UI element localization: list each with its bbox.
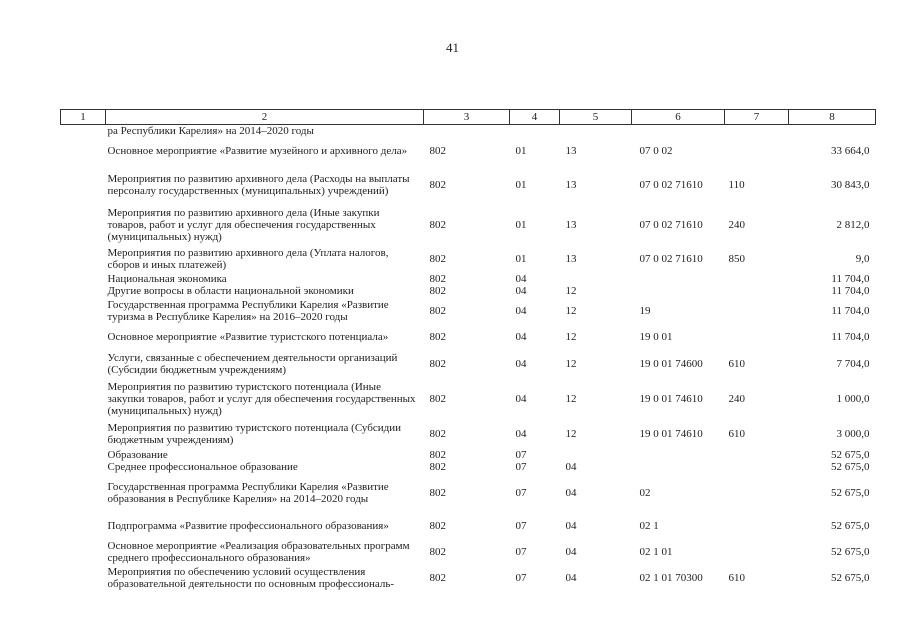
header-col-1: 1 bbox=[61, 110, 106, 125]
row-admin-code: 802 bbox=[429, 572, 446, 584]
row-name: Мероприятия по развитию архивного дела (Уплата налогов, сборов и иных платежей) bbox=[107, 247, 389, 271]
row-expense-type: 850 bbox=[728, 253, 745, 265]
row-name: Национальная экономика bbox=[107, 273, 227, 285]
row-name: Мероприятия по развитию туристского потенциала (Субсидии бюджетным учреждениям) bbox=[107, 422, 401, 446]
row-target-article: 02 1 bbox=[639, 520, 659, 532]
row-admin-code: 802 bbox=[429, 449, 446, 461]
header-col-7: 7 bbox=[725, 110, 789, 125]
row-subsection: 13 bbox=[565, 145, 577, 157]
row-index-cell bbox=[61, 165, 106, 205]
budget-table bbox=[60, 109, 876, 591]
row-expense-type bbox=[725, 325, 789, 349]
row-target-article: 19 bbox=[639, 305, 651, 317]
row-amount: 30 843,0 bbox=[831, 179, 870, 191]
row-amount: 11 704,0 bbox=[831, 305, 870, 317]
header-col-2: 2 bbox=[106, 110, 424, 125]
table-body bbox=[61, 125, 876, 592]
row-index-cell bbox=[61, 245, 106, 273]
row-section: 04 bbox=[515, 331, 527, 343]
row-section: 04 bbox=[515, 305, 527, 317]
row-name: Подпрограмма «Развитие профессионального образования» bbox=[107, 520, 389, 532]
row-section: 04 bbox=[515, 358, 527, 370]
row-subsection: 04 bbox=[565, 487, 577, 499]
row-admin-code: 802 bbox=[429, 393, 446, 405]
row-admin-code: 802 bbox=[429, 305, 446, 317]
row-index-cell bbox=[61, 513, 106, 539]
row-amount: 11 704,0 bbox=[831, 285, 870, 297]
row-index-cell bbox=[61, 273, 106, 285]
row-admin-code: 802 bbox=[429, 428, 446, 440]
row-target-article bbox=[632, 285, 725, 297]
row-index-cell bbox=[61, 565, 106, 591]
row-subsection: 04 bbox=[565, 546, 577, 558]
row-admin-code: 802 bbox=[429, 219, 446, 231]
row-name: Мероприятия по развитию архивного дела (Расходы на выплаты персоналу государственных (муниципальных) учреждений) bbox=[107, 173, 410, 197]
row-name: Основное мероприятие «Развитие туристского потенциала» bbox=[107, 331, 389, 343]
row-name: Основное мероприятие «Реализация образовательных программ среднего профессионального образования» bbox=[107, 540, 410, 564]
row-subsection: 13 bbox=[565, 219, 577, 231]
row-index-cell bbox=[61, 137, 106, 165]
row-target-article bbox=[632, 273, 725, 285]
row-name: Другие вопросы в области национальной экономики bbox=[107, 285, 354, 297]
table-row bbox=[61, 137, 876, 165]
row-admin-code bbox=[424, 125, 510, 138]
row-section: 01 bbox=[515, 253, 527, 265]
row-admin-code: 802 bbox=[429, 179, 446, 191]
row-index-cell bbox=[61, 297, 106, 325]
row-amount: 52 675,0 bbox=[831, 546, 870, 558]
row-expense-type bbox=[725, 449, 789, 461]
row-amount: 2 812,0 bbox=[836, 219, 870, 231]
row-index-cell bbox=[61, 461, 106, 473]
row-target-article: 02 1 01 70300 bbox=[639, 572, 703, 584]
row-amount: 9,0 bbox=[855, 253, 870, 265]
row-expense-type bbox=[725, 125, 789, 138]
table-row bbox=[61, 285, 876, 297]
row-expense-type bbox=[725, 285, 789, 297]
row-index-cell bbox=[61, 449, 106, 461]
row-admin-code: 802 bbox=[429, 273, 446, 285]
row-expense-type: 240 bbox=[728, 219, 745, 231]
row-index-cell bbox=[61, 325, 106, 349]
row-name: Государственная программа Республики Карелия «Развитие образования в Республике Карелия» на 2014–2020 годы bbox=[107, 481, 389, 505]
header-row bbox=[61, 110, 876, 125]
row-target-article: 07 0 02 71610 bbox=[639, 219, 703, 231]
row-target-article: 02 bbox=[639, 487, 651, 499]
table-row bbox=[61, 273, 876, 285]
row-index-cell bbox=[61, 419, 106, 449]
row-name: Образование bbox=[107, 449, 168, 461]
row-section: 07 bbox=[515, 449, 527, 461]
row-expense-type: 610 bbox=[728, 572, 745, 584]
table-row bbox=[61, 539, 876, 565]
row-amount: 7 704,0 bbox=[836, 358, 870, 370]
row-admin-code: 802 bbox=[429, 358, 446, 370]
table-row bbox=[61, 449, 876, 461]
row-expense-type bbox=[725, 539, 789, 565]
row-target-article: 19 0 01 74610 bbox=[639, 393, 703, 405]
row-subsection: 04 bbox=[565, 461, 577, 473]
row-target-article bbox=[632, 125, 725, 138]
row-expense-type bbox=[725, 513, 789, 539]
row-subsection: 12 bbox=[565, 358, 577, 370]
row-section: 07 bbox=[515, 546, 527, 558]
row-amount: 11 704,0 bbox=[831, 331, 870, 343]
page-number: 41 bbox=[446, 40, 459, 55]
row-target-article bbox=[632, 449, 725, 461]
header-col-3: 3 bbox=[424, 110, 510, 125]
row-target-article: 19 0 01 74600 bbox=[639, 358, 703, 370]
row-subsection: 12 bbox=[565, 331, 577, 343]
table-row bbox=[61, 325, 876, 349]
table-row bbox=[61, 245, 876, 273]
row-section: 04 bbox=[515, 273, 527, 285]
row-name: Основное мероприятие «Развитие музейного и архивного дела» bbox=[107, 145, 408, 157]
row-section: 07 bbox=[515, 461, 527, 473]
table-row bbox=[61, 473, 876, 513]
row-subsection: 12 bbox=[565, 305, 577, 317]
row-admin-code: 802 bbox=[429, 546, 446, 558]
row-section: 07 bbox=[515, 487, 527, 499]
row-subsection: 04 bbox=[565, 520, 577, 532]
row-amount: 52 675,0 bbox=[831, 520, 870, 532]
table-row bbox=[61, 297, 876, 325]
row-name: Мероприятия по развитию туристского потенциала (Иные закупки товаров, работ и услуг для обеспечения государственных (муниципальных) нужд) bbox=[107, 381, 416, 417]
row-amount: 33 664,0 bbox=[831, 145, 870, 157]
table-row bbox=[61, 165, 876, 205]
row-amount: 11 704,0 bbox=[831, 273, 870, 285]
row-subsection: 04 bbox=[565, 572, 577, 584]
row-expense-type: 240 bbox=[728, 393, 745, 405]
row-admin-code: 802 bbox=[429, 461, 446, 473]
row-subsection: 13 bbox=[565, 179, 577, 191]
header-col-8: 8 bbox=[789, 110, 876, 125]
table-row bbox=[61, 461, 876, 473]
row-name: ра Республики Карелия» на 2014–2020 годы bbox=[107, 125, 314, 137]
row-section: 01 bbox=[515, 219, 527, 231]
row-index-cell bbox=[61, 125, 106, 138]
row-amount: 52 675,0 bbox=[831, 461, 870, 473]
row-section: 04 bbox=[515, 428, 527, 440]
header-col-4: 4 bbox=[510, 110, 560, 125]
row-amount: 52 675,0 bbox=[831, 449, 870, 461]
row-target-article: 07 0 02 bbox=[639, 145, 673, 157]
row-admin-code: 802 bbox=[429, 145, 446, 157]
row-index-cell bbox=[61, 539, 106, 565]
table-row bbox=[61, 125, 876, 138]
row-expense-type: 110 bbox=[728, 179, 745, 191]
table-row bbox=[61, 513, 876, 539]
row-expense-type bbox=[725, 137, 789, 165]
row-expense-type bbox=[725, 273, 789, 285]
row-section: 07 bbox=[515, 572, 527, 584]
row-subsection bbox=[560, 125, 632, 138]
row-section: 01 bbox=[515, 179, 527, 191]
row-admin-code: 802 bbox=[429, 487, 446, 499]
row-subsection bbox=[560, 273, 632, 285]
row-subsection: 12 bbox=[565, 393, 577, 405]
row-amount: 52 675,0 bbox=[831, 487, 870, 499]
row-amount: 1 000,0 bbox=[836, 393, 870, 405]
row-admin-code: 802 bbox=[429, 253, 446, 265]
row-name: Услуги, связанные с обеспечением деятельности организаций (Субсидии бюджетным учреждениям) bbox=[107, 352, 398, 376]
row-subsection: 12 bbox=[565, 428, 577, 440]
row-section bbox=[510, 125, 560, 138]
row-target-article: 19 0 01 74610 bbox=[639, 428, 703, 440]
row-subsection: 12 bbox=[565, 285, 577, 297]
row-target-article: 07 0 02 71610 bbox=[639, 253, 703, 265]
row-index-cell bbox=[61, 285, 106, 297]
table-row bbox=[61, 379, 876, 419]
row-name: Среднее профессиональное образование bbox=[107, 461, 298, 473]
table-row bbox=[61, 205, 876, 245]
row-target-article: 19 0 01 bbox=[639, 331, 673, 343]
row-name: Государственная программа Республики Карелия «Развитие туризма в Республике Карелия» на 2016–2020 годы bbox=[107, 299, 389, 323]
row-amount bbox=[789, 125, 876, 138]
row-expense-type bbox=[725, 297, 789, 325]
header-col-6: 6 bbox=[632, 110, 725, 125]
row-amount: 52 675,0 bbox=[831, 572, 870, 584]
row-name: Мероприятия по развитию архивного дела (Иные закупки товаров, работ и услуг для обеспечения государственных (муниципальных) нужд) bbox=[107, 207, 380, 243]
row-section: 01 bbox=[515, 145, 527, 157]
row-expense-type bbox=[725, 461, 789, 473]
table-row bbox=[61, 349, 876, 379]
row-subsection: 13 bbox=[565, 253, 577, 265]
header-col-5: 5 bbox=[560, 110, 632, 125]
row-admin-code: 802 bbox=[429, 520, 446, 532]
row-admin-code: 802 bbox=[429, 285, 446, 297]
row-index-cell bbox=[61, 379, 106, 419]
table-row bbox=[61, 565, 876, 591]
row-subsection bbox=[560, 449, 632, 461]
row-expense-type bbox=[725, 473, 789, 513]
row-section: 07 bbox=[515, 520, 527, 532]
row-section: 04 bbox=[515, 393, 527, 405]
row-amount: 3 000,0 bbox=[836, 428, 870, 440]
row-section: 04 bbox=[515, 285, 527, 297]
row-index-cell bbox=[61, 349, 106, 379]
table-row bbox=[61, 419, 876, 449]
row-name: Мероприятия по обеспечению условий осуществления образовательной деятельности по основным профессиональ- bbox=[107, 566, 395, 590]
row-expense-type: 610 bbox=[728, 358, 745, 370]
row-target-article bbox=[632, 461, 725, 473]
row-admin-code: 802 bbox=[429, 331, 446, 343]
row-target-article: 02 1 01 bbox=[639, 546, 673, 558]
row-target-article: 07 0 02 71610 bbox=[639, 179, 703, 191]
row-index-cell bbox=[61, 205, 106, 245]
row-index-cell bbox=[61, 473, 106, 513]
row-expense-type: 610 bbox=[728, 428, 745, 440]
